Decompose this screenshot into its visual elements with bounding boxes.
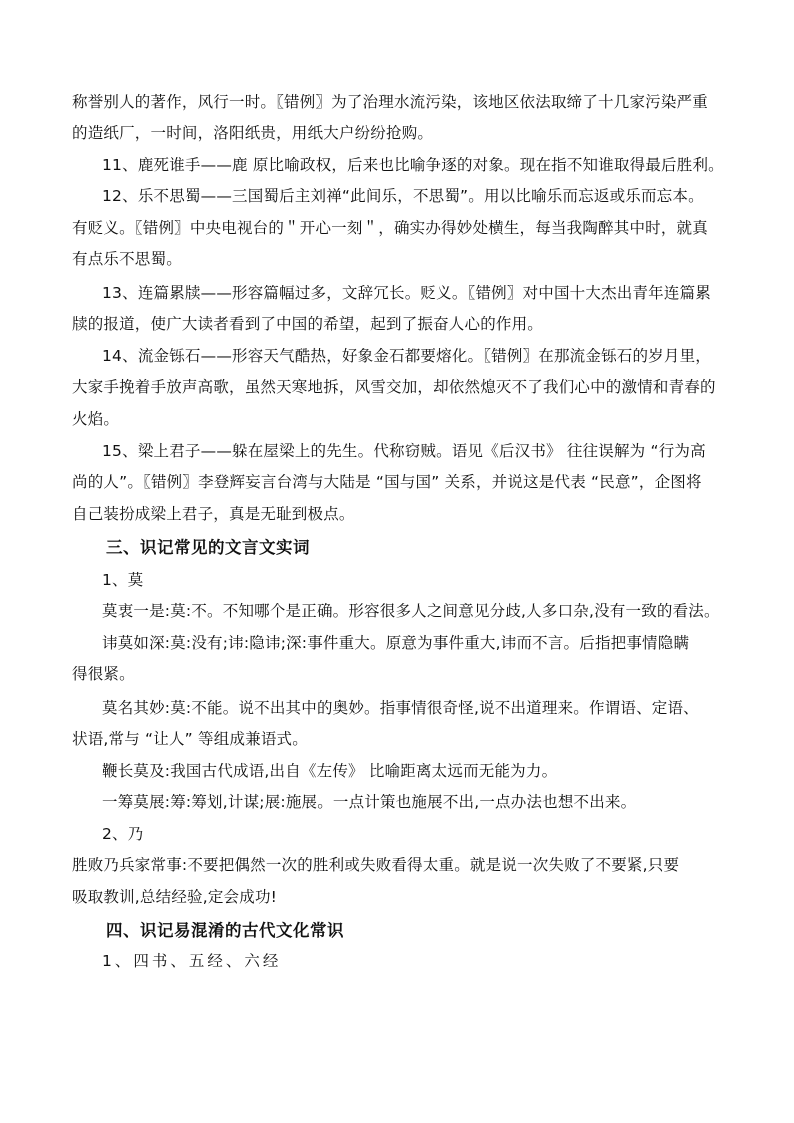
text-line: 13、连篇累牍——形容篇幅过多，文辞冗长。贬义。〖错例〗对中国十大杰出青年连篇累	[102, 284, 711, 302]
text-line: 11、鹿死谁手——鹿 原比喻政权，后来也比喻争逐的对象。现在指不知谁取得最后胜利。	[102, 156, 724, 174]
text-line: 14、流金铄石——形容天气酷热，好象金石都要熔化。〖错例〗在那流金铄石的岁月里，	[102, 347, 711, 365]
text-line: 状语,常与 “让人” 等组成兼语式。	[72, 730, 308, 748]
text-line: 15、梁上君子——躲在屋梁上的先生。代称窃贼。语见《后汉书》 往往误解为 “行为高	[102, 442, 706, 460]
text-line: 火焰。	[72, 410, 120, 428]
text-line: 有点乐不思蜀。	[72, 250, 182, 268]
text-line: 得很紧。	[72, 665, 135, 683]
text-line: 一筹莫展:筹:筹划,计谋;展:施展。一点计策也施展不出,一点办法也想不出来。	[102, 793, 637, 811]
text-line: 莫名其妙:莫:不能。说不出其中的奥妙。指事情很奇怪,说不出道理来。作谓语、定语、	[102, 699, 699, 717]
text-line: 有贬义。〖错例〗中央电视台的＂开心一刻＂，确实办得妙处横生，每当我陶醉其中时，就真	[72, 219, 708, 237]
section-heading-3: 三、识记常见的文言文实词	[106, 538, 310, 557]
text-line: 讳莫如深:莫:没有;讳:隐讳;深:事件重大。原意为事件重大,讳而不言。后指把事情隐瞒	[102, 634, 690, 652]
text-line: 1、莫	[102, 571, 144, 589]
text-line: 1、四书、五经、六经	[102, 952, 282, 970]
text-line: 2、乃	[102, 825, 144, 843]
text-line: 大家手挽着手放声高歌，虽然天寒地拆，风雪交加，却依然熄灭不了我们心中的激情和青春的	[72, 378, 716, 396]
text-line: 12、乐不思蜀——三国蜀后主刘禅“此间乐，不思蜀”。用以比喻乐而忘返或乐而忘本。	[102, 187, 704, 205]
text-line: 胜败乃兵家常事:不要把偶然一次的胜利或失败看得太重。就是说一次失败了不要紧,只要	[72, 856, 680, 874]
text-line: 尚的人”。〖错例〗李登辉妄言台湾与大陆是 “国与国” 关系，并说这是代表 “民意”，企图将	[72, 473, 702, 491]
text-line: 的造纸厂，一时间，洛阳纸贵，用纸大户纷纷抢购。	[72, 124, 434, 142]
text-line: 吸取教训,总结经验,定会成功!	[72, 888, 278, 906]
text-line: 自己装扮成梁上君子，真是无耻到极点。	[72, 505, 355, 523]
text-line: 称誉别人的著作，风行一时。〖错例〗为了治理水流污染，该地区依法取缔了十几家污染严重	[72, 93, 708, 111]
section-heading-4: 四、识记易混淆的古代文化常识	[106, 921, 344, 940]
text-line: 莫衷一是:莫:不。不知哪个是正确。形容很多人之间意见分歧,人多口杂,没有一致的看法。	[102, 602, 720, 620]
text-line: 牍的报道，使广大读者看到了中国的希望，起到了振奋人心的作用。	[72, 315, 544, 333]
text-line: 鞭长莫及:我国古代成语,出自《左传》 比喻距离太远而无能为力。	[102, 762, 558, 780]
